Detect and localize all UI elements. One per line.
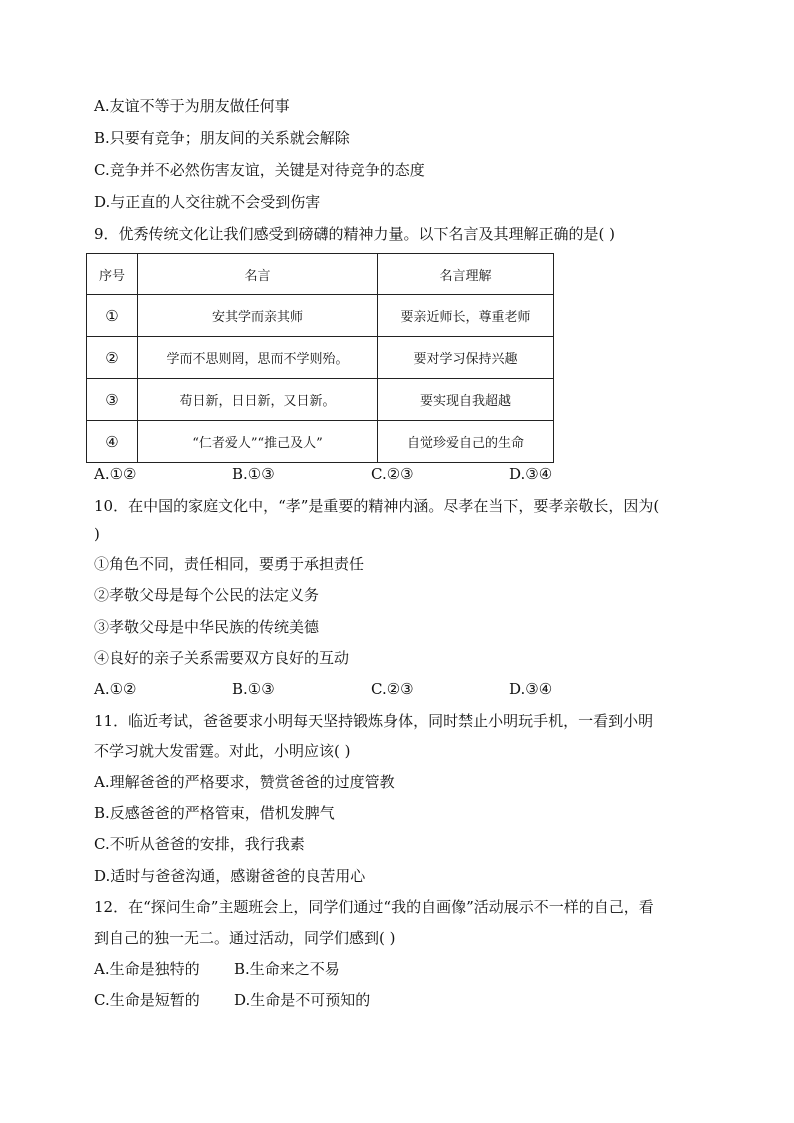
q9-choice-d: D.③④ bbox=[509, 465, 553, 483]
q11-option-b: B.反感爸爸的严格管束，借机发脾气 bbox=[94, 804, 335, 822]
q12-stem-line2: 到自己的独一无二。通过活动，同学们感到( ) bbox=[94, 929, 396, 947]
q12-choice-d: D.生命是不可预知的 bbox=[234, 991, 371, 1009]
q11-option-a: A.理解爸爸的严格要求，赞赏爸爸的过度管教 bbox=[94, 773, 395, 791]
q10-item-3: ③孝敬父母是中华民族的传统美德 bbox=[94, 618, 320, 636]
row-number: ④ bbox=[87, 421, 138, 463]
q9-choice-c: C.②③ bbox=[371, 465, 414, 483]
q12-choice-b: B.生命来之不易 bbox=[234, 960, 340, 978]
table-row bbox=[87, 421, 554, 463]
row-meaning: 要亲近师长，尊重老师 bbox=[378, 295, 554, 337]
table-header-meaning: 名言理解 bbox=[378, 254, 554, 295]
q11-stem-line2: 不学习就大发雷霆。对此，小明应该( ) bbox=[94, 742, 351, 760]
q10-choice-a: A.①② bbox=[94, 680, 137, 698]
q12-choice-c: C.生命是短暂的 bbox=[94, 991, 200, 1009]
q8-option-a: A.友谊不等于为朋友做任何事 bbox=[94, 97, 290, 115]
q10-stem-line2: ) bbox=[94, 525, 100, 543]
row-quote: 安其学而亲其师 bbox=[138, 295, 378, 337]
q10-stem-line1: 10．在中国的家庭文化中，“孝”是重要的精神内涵。尽孝在当下，要孝亲敬长，因为( bbox=[94, 497, 660, 515]
table-header-quote: 名言 bbox=[138, 254, 378, 295]
row-quote: 苟日新，日日新，又日新。 bbox=[138, 379, 378, 421]
table-row bbox=[87, 295, 554, 337]
table-header-no: 序号 bbox=[87, 254, 138, 295]
q8-option-b: B.只要有竞争；朋友间的关系就会解除 bbox=[94, 129, 350, 147]
row-quote: 学而不思则罔，思而不学则殆。 bbox=[138, 337, 378, 379]
row-number: ① bbox=[87, 295, 138, 337]
table-header-row bbox=[87, 254, 554, 295]
row-quote: “仁者爱人”“推己及人” bbox=[138, 421, 378, 463]
q10-item-1: ①角色不同，责任相同，要勇于承担责任 bbox=[94, 555, 365, 573]
row-meaning: 要对学习保持兴趣 bbox=[378, 337, 554, 379]
q11-option-c: C.不听从爸爸的安排，我行我素 bbox=[94, 835, 305, 853]
table-row bbox=[87, 337, 554, 379]
q10-item-2: ②孝敬父母是每个公民的法定义务 bbox=[94, 586, 320, 604]
q11-option-d: D.适时与爸爸沟通，感谢爸爸的良苦用心 bbox=[94, 867, 366, 885]
quote-table bbox=[86, 253, 554, 463]
row-number: ③ bbox=[87, 379, 138, 421]
q8-option-d: D.与正直的人交往就不会受到伤害 bbox=[94, 193, 321, 211]
q11-stem-line1: 11．临近考试，爸爸要求小明每天坚持锻炼身体，同时禁止小明玩手机，一看到小明 bbox=[94, 712, 654, 730]
q9-stem: 9．优秀传统文化让我们感受到磅礴的精神力量。以下名言及其理解正确的是( ) bbox=[94, 225, 616, 243]
q9-choice-a: A.①② bbox=[94, 465, 137, 483]
row-meaning: 要实现自我超越 bbox=[378, 379, 554, 421]
q10-choice-b: B.①③ bbox=[232, 680, 275, 698]
q10-item-4: ④良好的亲子关系需要双方良好的互动 bbox=[94, 649, 350, 667]
row-number: ② bbox=[87, 337, 138, 379]
q10-choice-c: C.②③ bbox=[371, 680, 414, 698]
q10-choice-d: D.③④ bbox=[509, 680, 553, 698]
q9-choice-b: B.①③ bbox=[232, 465, 275, 483]
row-meaning: 自觉珍爱自己的生命 bbox=[378, 421, 554, 463]
q12-choice-a: A.生命是独特的 bbox=[94, 960, 200, 978]
q8-option-c: C.竞争并不必然伤害友谊，关键是对待竞争的态度 bbox=[94, 161, 425, 179]
table-row bbox=[87, 379, 554, 421]
q12-stem-line1: 12．在“探问生命”主题班会上，同学们通过“我的自画像”活动展示不一样的自己，看 bbox=[94, 898, 654, 916]
